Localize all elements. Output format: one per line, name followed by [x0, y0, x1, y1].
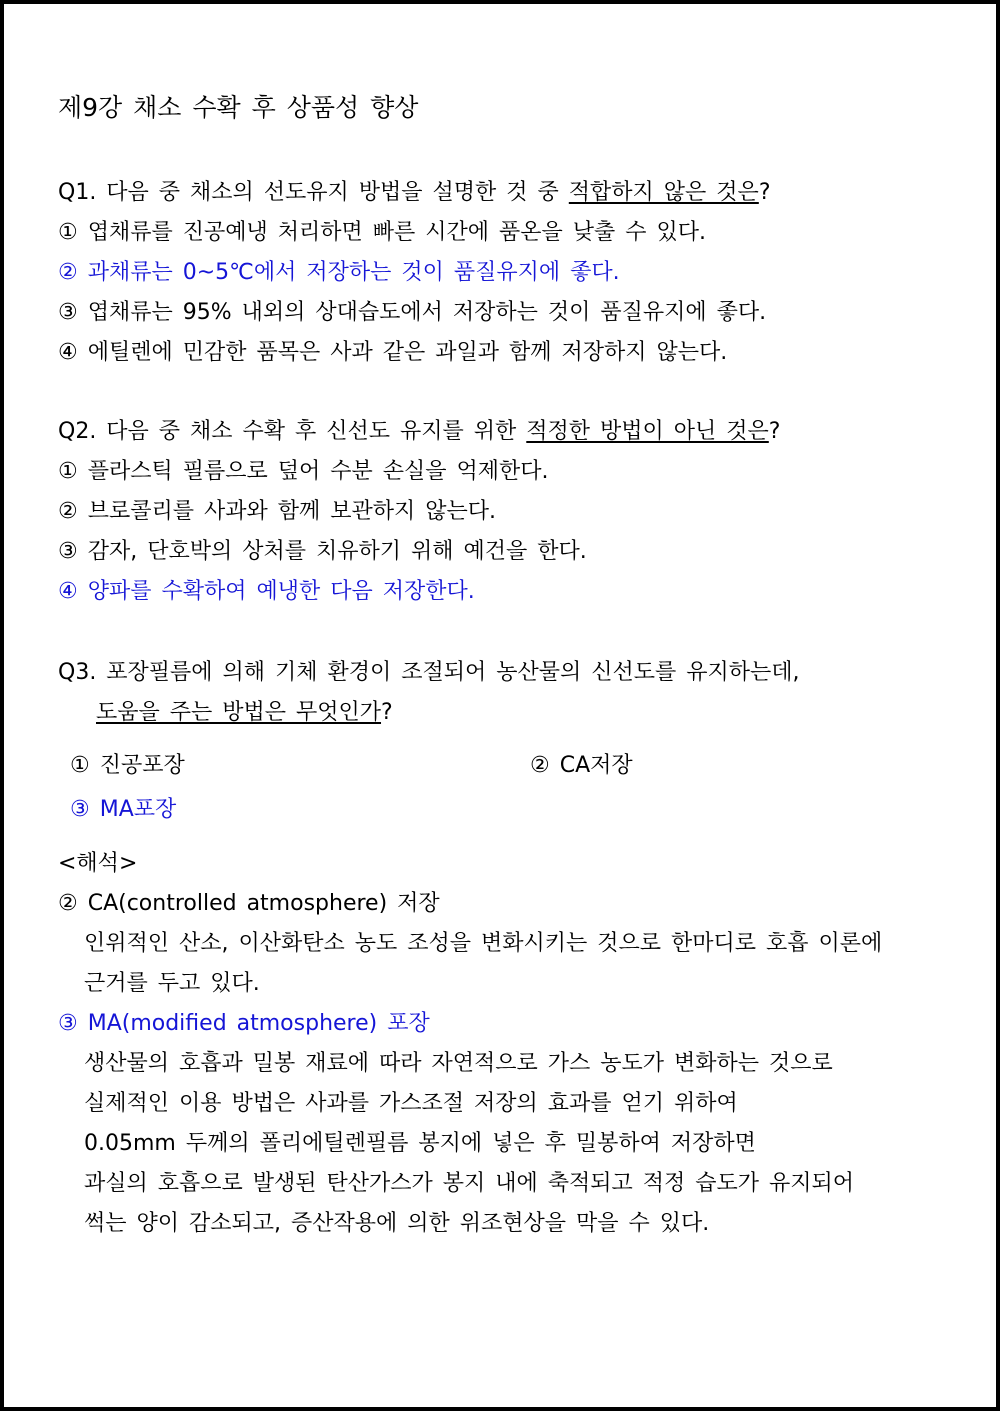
q2-question-mark: ?: [768, 419, 781, 444]
q3-option-3-answer: ③ MA포장: [70, 797, 177, 822]
q3-question-underlined: 도움을 주는 방법은 무엇인가: [96, 700, 382, 725]
q3-question-line2: [96, 698, 393, 728]
q2-question-text: Q2. 다음 중 채소 수확 후 신선도 유지를 위한: [58, 419, 527, 444]
q1-question-text: Q1. 다음 중 채소의 선도유지 방법을 설명한 것 중: [58, 180, 569, 205]
ma-line-3: 0.05mm 두께의 폴리에틸렌필름 봉지에 넣은 후 밀봉하여 저장하면: [84, 1131, 756, 1156]
ca-line-1: 인위적인 산소, 이산화탄소 농도 조성을 변화시키는 것으로 한마디로 호흡 이론에: [84, 931, 883, 956]
q1-question: [58, 178, 771, 208]
ma-line-5: 썩는 양이 감소되고, 증산작용에 의한 위조현상을 막을 수 있다.: [84, 1211, 710, 1236]
q2-option-1: ① 플라스틱 필름으로 덮어 수분 손실을 억제한다.: [58, 459, 549, 484]
ca-line-2: 근거를 두고 있다.: [84, 971, 260, 996]
q3-question-line1: Q3. 포장필름에 의해 기체 환경이 조절되어 농산물의 신선도를 유지하는데,: [58, 660, 800, 685]
page-title: 제9강 채소 수확 후 상품성 향상: [58, 93, 419, 122]
q2-option-4-answer: ④ 양파를 수확하여 예냉한 다음 저장한다.: [58, 579, 475, 604]
q3-option-1: ① 진공포장: [70, 753, 185, 778]
ca-title: ② CA(controlled atmosphere) 저장: [58, 891, 440, 916]
q1-option-3: ③ 엽채류는 95% 내외의 상대습도에서 저장하는 것이 품질유지에 좋다.: [58, 300, 767, 325]
q3-question-mark: ?: [381, 700, 393, 725]
ma-line-1: 생산물의 호흡과 밀봉 재료에 따라 자연적으로 가스 농도가 변화하는 것으로: [84, 1051, 833, 1076]
ma-line-4: 과실의 호흡으로 발생된 탄산가스가 봉지 내에 축적되고 적정 습도가 유지되어: [84, 1171, 855, 1196]
q1-option-1: ① 엽채류를 진공예냉 처리하면 빠른 시간에 품온을 낮출 수 있다.: [58, 220, 706, 245]
explanation-heading: <해석>: [58, 851, 138, 876]
q2-question: [58, 417, 780, 447]
ma-title: ③ MA(modified atmosphere) 포장: [58, 1011, 430, 1036]
q2-question-underlined: 적정한 방법이 아닌 것은: [526, 419, 769, 444]
q1-option-4: ④ 에틸렌에 민감한 품목은 사과 같은 과일과 함께 저장하지 않는다.: [58, 340, 728, 365]
q1-question-mark: ?: [758, 180, 771, 205]
q1-option-2-answer: ② 과채류는 0~5℃에서 저장하는 것이 품질유지에 좋다.: [58, 260, 620, 285]
ma-line-2: 실제적인 이용 방법은 사과를 가스조절 저장의 효과를 얻기 위하여: [84, 1091, 738, 1116]
q2-option-2: ② 브로콜리를 사과와 함께 보관하지 않는다.: [58, 499, 496, 524]
q2-option-3: ③ 감자, 단호박의 상처를 치유하기 위해 예건을 한다.: [58, 539, 587, 564]
q3-option-2: ② CA저장: [530, 753, 633, 778]
q1-question-underlined: 적합하지 않은 것은: [568, 180, 759, 205]
